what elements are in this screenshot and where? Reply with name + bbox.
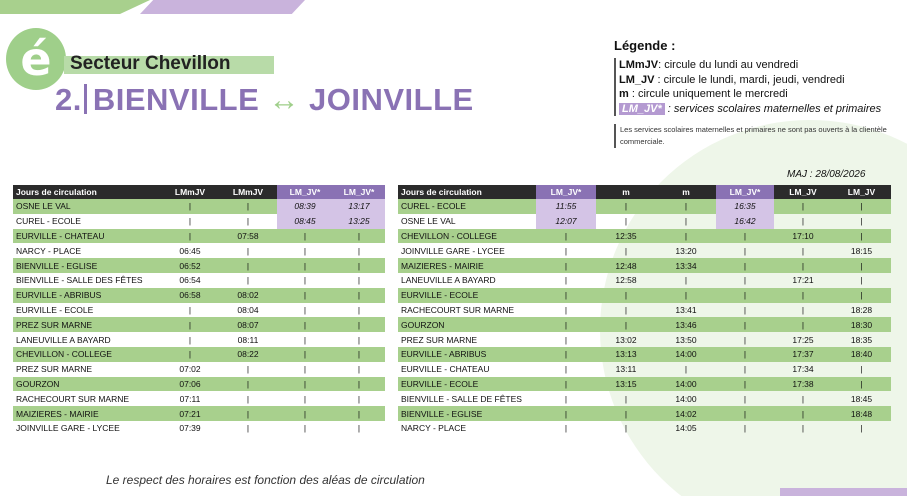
stop-name: BIENVILLE - SALLE DES FÊTES (16, 275, 143, 286)
departure-time: | (624, 393, 628, 404)
departure-time: 13:41 (675, 304, 697, 315)
departure-time: | (536, 377, 596, 392)
timetable-right (398, 185, 891, 436)
stop-name: OSNE LE VAL (401, 216, 456, 227)
timetable-left (13, 185, 385, 436)
route-origin: BIENVILLE (92, 82, 260, 117)
table-row (398, 391, 891, 406)
departure-time: | (624, 304, 628, 315)
departure-time: | (333, 406, 385, 421)
departure-time: | (188, 304, 192, 315)
departure-time: | (188, 216, 192, 227)
table-row (13, 421, 385, 436)
departure-time: | (246, 393, 250, 404)
departure-time: | (333, 229, 385, 244)
column-header: m (596, 185, 656, 199)
departure-time: 18:48 (832, 406, 891, 421)
departure-time: 18:45 (850, 393, 873, 404)
stop-name: CUREL - ECOLE (398, 199, 536, 214)
departure-time: 06:45 (179, 245, 201, 256)
table-row (13, 362, 385, 377)
departure-time: | (357, 245, 361, 256)
departure-time: | (357, 334, 361, 345)
stop-name: LANEUVILLE A BAYARD (401, 275, 496, 286)
departure-time: 06:54 (179, 275, 201, 286)
departure-time: | (801, 304, 805, 315)
departure-time: 14:00 (656, 377, 716, 392)
departure-time: | (536, 258, 596, 273)
stop-name: CHEVILLON - COLLEGE (398, 229, 536, 244)
stop-name: PREZ SUR MARNE (16, 364, 93, 375)
legend-item: m : circule uniquement le mercredi (619, 88, 788, 100)
departure-time: | (188, 334, 192, 345)
departure-time: 07:02 (179, 364, 201, 375)
departure-time: | (277, 347, 333, 362)
stop-name: PREZ SUR MARNE (401, 334, 478, 345)
sector-title: Secteur Chevillon (70, 53, 231, 74)
departure-time: 08:39 (277, 199, 333, 214)
stop-name: CUREL - ECOLE (16, 216, 81, 227)
column-header-days: Jours de circulation (13, 185, 161, 199)
departure-time: 18:30 (832, 317, 891, 332)
departure-time: 14:00 (656, 347, 716, 362)
legend-item: LM_JV* : services scolaires maternelles et primaires (619, 102, 881, 117)
stop-name: EURVILLE - CHATEAU (401, 364, 490, 375)
stop-name: RACHECOURT SUR MARNE (401, 304, 515, 315)
stop-name: RACHECOURT SUR MARNE (16, 393, 130, 404)
legend-item: LMmJV: circule du lundi au vendredi (619, 59, 799, 71)
stop-name: CHEVILLON - COLLEGE (13, 347, 161, 362)
table-row (398, 406, 891, 421)
departure-time: 08:02 (219, 288, 277, 303)
departure-time: | (774, 258, 832, 273)
timetable-header-row (398, 185, 891, 199)
departure-time: | (596, 317, 656, 332)
departure-time: | (716, 347, 774, 362)
departure-time: | (801, 423, 805, 434)
table-row (13, 273, 385, 288)
departure-time: | (277, 288, 333, 303)
route-title (55, 82, 474, 118)
departure-time: | (161, 317, 219, 332)
legend-title: Légende : (614, 38, 676, 53)
departure-time: 14:00 (675, 393, 697, 404)
departure-time: | (743, 423, 747, 434)
departure-time: | (684, 364, 688, 375)
departure-time: | (564, 334, 568, 345)
departure-time: 14:05 (675, 423, 697, 434)
departure-time: 13:02 (615, 334, 637, 345)
departure-time: 18:28 (850, 304, 873, 315)
table-row (398, 214, 891, 229)
departure-time: | (801, 216, 805, 227)
departure-time: | (656, 199, 716, 214)
departure-time: | (716, 377, 774, 392)
column-header-days: Jours de circulation (398, 185, 536, 199)
departure-time: 07:06 (161, 377, 219, 392)
departure-time: | (357, 393, 361, 404)
departure-time: | (624, 245, 628, 256)
departure-time: | (860, 364, 863, 375)
departure-time: | (743, 245, 747, 256)
departure-time: | (656, 229, 716, 244)
table-row (398, 273, 891, 288)
column-header: LMmJV (161, 185, 219, 199)
stop-name: EURVILLE - CHATEAU (13, 229, 161, 244)
stop-name: JOINVILLE GARE - LYCEE (16, 423, 120, 434)
departure-time: | (536, 288, 596, 303)
departure-time: | (357, 423, 361, 434)
departure-time: | (357, 304, 361, 315)
departure-time: | (564, 364, 568, 375)
departure-time: | (743, 364, 747, 375)
departure-time: | (333, 377, 385, 392)
departure-time: | (303, 334, 307, 345)
table-row (13, 332, 385, 347)
column-header: LM_JV* (716, 185, 774, 199)
legend-item: LM_JV : circule le lundi, mardi, jeudi, vendredi (619, 73, 845, 86)
departure-time: | (246, 275, 250, 286)
departure-time: 06:58 (161, 288, 219, 303)
table-row (13, 214, 385, 229)
departure-time: 13:17 (333, 199, 385, 214)
table-row (13, 317, 385, 332)
departure-time: | (333, 288, 385, 303)
departure-time: 13:25 (333, 214, 385, 229)
departure-time: | (246, 216, 250, 227)
departure-time: | (832, 377, 891, 392)
table-row (13, 288, 385, 303)
stop-name: GOURZON (13, 377, 161, 392)
departure-time: 13:15 (596, 377, 656, 392)
departure-time: 07:58 (219, 229, 277, 244)
departure-time: 13:46 (656, 317, 716, 332)
stop-name: MAIZIERES - MAIRIE (398, 258, 536, 273)
departure-time: | (536, 406, 596, 421)
footer-note: Le respect des horaires est fonction des aléas de circulation (106, 473, 425, 487)
decorative-band-bottom (780, 488, 907, 496)
stop-name: MAIZIERES - MAIRIE (13, 406, 161, 421)
table-row (398, 421, 891, 436)
departure-time: | (333, 317, 385, 332)
departure-time: | (624, 423, 628, 434)
table-row (398, 377, 891, 392)
table-row (398, 258, 891, 273)
title-separator (84, 84, 87, 114)
departure-time: | (303, 393, 307, 404)
departure-time: | (277, 377, 333, 392)
table-row (13, 377, 385, 392)
timetable-header-row (13, 185, 385, 199)
logo (6, 28, 66, 90)
departure-time: | (774, 317, 832, 332)
stop-name: EURVILLE - ABRIBUS (13, 288, 161, 303)
table-row (398, 288, 891, 303)
departure-time: | (716, 258, 774, 273)
departure-time: | (277, 258, 333, 273)
departure-time: 06:52 (161, 258, 219, 273)
departure-time: 17:37 (774, 347, 832, 362)
departure-time: | (716, 317, 774, 332)
departure-time: | (564, 304, 568, 315)
departure-time: 17:10 (774, 229, 832, 244)
table-row (13, 258, 385, 273)
departure-time: | (161, 199, 219, 214)
departure-time: | (357, 364, 361, 375)
table-row (13, 199, 385, 214)
departure-time: 12:58 (615, 275, 637, 286)
departure-time: | (860, 423, 863, 434)
stop-name: NARCY - PLACE (401, 423, 467, 434)
departure-time: | (303, 245, 307, 256)
departure-time: | (832, 258, 891, 273)
departure-time: | (246, 245, 250, 256)
departure-time: | (303, 364, 307, 375)
departure-time: | (743, 275, 747, 286)
column-header: LM_JV (774, 185, 832, 199)
table-row (398, 303, 891, 318)
departure-time: 17:25 (792, 334, 814, 345)
departure-time: | (684, 216, 688, 227)
route-destination: JOINVILLE (309, 82, 474, 117)
stop-name: EURVILLE - ECOLE (16, 304, 94, 315)
departure-time: | (219, 377, 277, 392)
table-row (398, 362, 891, 377)
departure-time: | (832, 288, 891, 303)
departure-time: | (277, 406, 333, 421)
departure-time: 07:21 (161, 406, 219, 421)
departure-time: | (564, 275, 568, 286)
departure-time: 11:55 (536, 199, 596, 214)
table-row (398, 243, 891, 258)
stop-name: BIENVILLE - EGLISE (398, 406, 536, 421)
column-header: LMmJV (219, 185, 277, 199)
departure-time: | (624, 216, 628, 227)
departure-time: | (774, 406, 832, 421)
departure-time: | (219, 199, 277, 214)
decorative-band-green (0, 0, 150, 14)
departure-time: | (303, 304, 307, 315)
departure-time: | (536, 347, 596, 362)
departure-time: 17:21 (792, 275, 814, 286)
departure-time: | (277, 229, 333, 244)
departure-time: | (743, 334, 747, 345)
departure-time: 12:48 (596, 258, 656, 273)
departure-time: 18:35 (850, 334, 873, 345)
departure-time: | (536, 317, 596, 332)
departure-time: | (246, 364, 250, 375)
departure-time: | (596, 288, 656, 303)
departure-time: 13:20 (675, 245, 697, 256)
departure-time: | (357, 275, 361, 286)
departure-time: 13:34 (656, 258, 716, 273)
departure-time: | (860, 216, 863, 227)
departure-time: | (333, 347, 385, 362)
stop-name: EURVILLE - ECOLE (398, 377, 536, 392)
stop-name: BIENVILLE - EGLISE (13, 258, 161, 273)
departure-time: | (860, 275, 863, 286)
stop-name: OSNE LE VAL (13, 199, 161, 214)
column-header: LM_JV (832, 185, 891, 199)
departure-time: 08:45 (277, 214, 333, 229)
stop-name: EURVILLE - ABRIBUS (398, 347, 536, 362)
departure-time: | (832, 229, 891, 244)
departure-time: 14:02 (656, 406, 716, 421)
departure-time: | (303, 423, 307, 434)
legend-note: Les services scolaires maternelles et primaires ne sont pas ouverts à la clientèle commerciale. (614, 124, 894, 148)
table-row (13, 347, 385, 362)
departure-time: | (536, 229, 596, 244)
departure-time: 18:40 (832, 347, 891, 362)
table-row (13, 229, 385, 244)
departure-time: | (832, 199, 891, 214)
column-header: LM_JV* (536, 185, 596, 199)
departure-time: | (219, 406, 277, 421)
departure-time: | (564, 393, 568, 404)
departure-time: | (684, 275, 688, 286)
table-row (13, 406, 385, 421)
departure-time: | (801, 393, 805, 404)
table-row (13, 391, 385, 406)
departure-time: | (219, 258, 277, 273)
update-date: MAJ : 28/08/2026 (787, 169, 866, 180)
table-row (13, 303, 385, 318)
departure-time: | (716, 229, 774, 244)
table-row (398, 347, 891, 362)
departure-time: 18:15 (850, 245, 873, 256)
stop-name: NARCY - PLACE (16, 245, 82, 256)
table-row (398, 199, 891, 214)
departure-time: 16:42 (716, 214, 774, 229)
table-row (13, 243, 385, 258)
departure-time: | (161, 347, 219, 362)
departure-time: 07:39 (179, 423, 201, 434)
stop-name: BIENVILLE - SALLE DE FÊTES (401, 393, 522, 404)
stop-name: EURVILLE - ECOLE (398, 288, 536, 303)
departure-time: 13:50 (675, 334, 697, 345)
departure-time: 12:35 (596, 229, 656, 244)
line-number: 2. (55, 82, 82, 117)
departure-time: | (161, 229, 219, 244)
stop-name: GOURZON (398, 317, 536, 332)
departure-time: 08:07 (219, 317, 277, 332)
stop-name: JOINVILLE GARE - LYCEE (401, 245, 505, 256)
legend (614, 58, 881, 116)
logo-letter: é (20, 32, 52, 86)
departure-time: 16:35 (716, 199, 774, 214)
departure-time: | (333, 258, 385, 273)
stop-name: PREZ SUR MARNE (13, 317, 161, 332)
bidirectional-arrow-icon: ↔ (268, 82, 300, 117)
departure-time: | (743, 393, 747, 404)
table-row (398, 332, 891, 347)
departure-time: | (596, 199, 656, 214)
departure-time: | (743, 304, 747, 315)
departure-time: 17:34 (792, 364, 814, 375)
departure-time: | (716, 288, 774, 303)
departure-time: | (801, 245, 805, 256)
departure-time: | (596, 406, 656, 421)
departure-time: | (656, 288, 716, 303)
departure-time: 08:04 (237, 304, 259, 315)
column-header: m (656, 185, 716, 199)
departure-time: | (564, 245, 568, 256)
table-row (398, 229, 891, 244)
stop-name: LANEUVILLE A BAYARD (16, 334, 111, 345)
departure-time: | (277, 317, 333, 332)
departure-time: 13:13 (596, 347, 656, 362)
column-header: LM_JV* (277, 185, 333, 199)
column-header: LM_JV* (333, 185, 385, 199)
departure-time: 08:22 (219, 347, 277, 362)
departure-time: | (716, 406, 774, 421)
departure-time: | (774, 199, 832, 214)
departure-time: | (774, 288, 832, 303)
departure-time: 13:11 (615, 364, 637, 375)
decorative-band-purple (140, 0, 305, 14)
departure-time: 08:11 (237, 334, 259, 345)
departure-time: 17:38 (774, 377, 832, 392)
table-row (398, 317, 891, 332)
departure-time: 07:11 (179, 393, 201, 404)
departure-time: | (246, 423, 250, 434)
departure-time: | (564, 423, 568, 434)
departure-time: 12:07 (536, 214, 596, 229)
departure-time: | (303, 275, 307, 286)
